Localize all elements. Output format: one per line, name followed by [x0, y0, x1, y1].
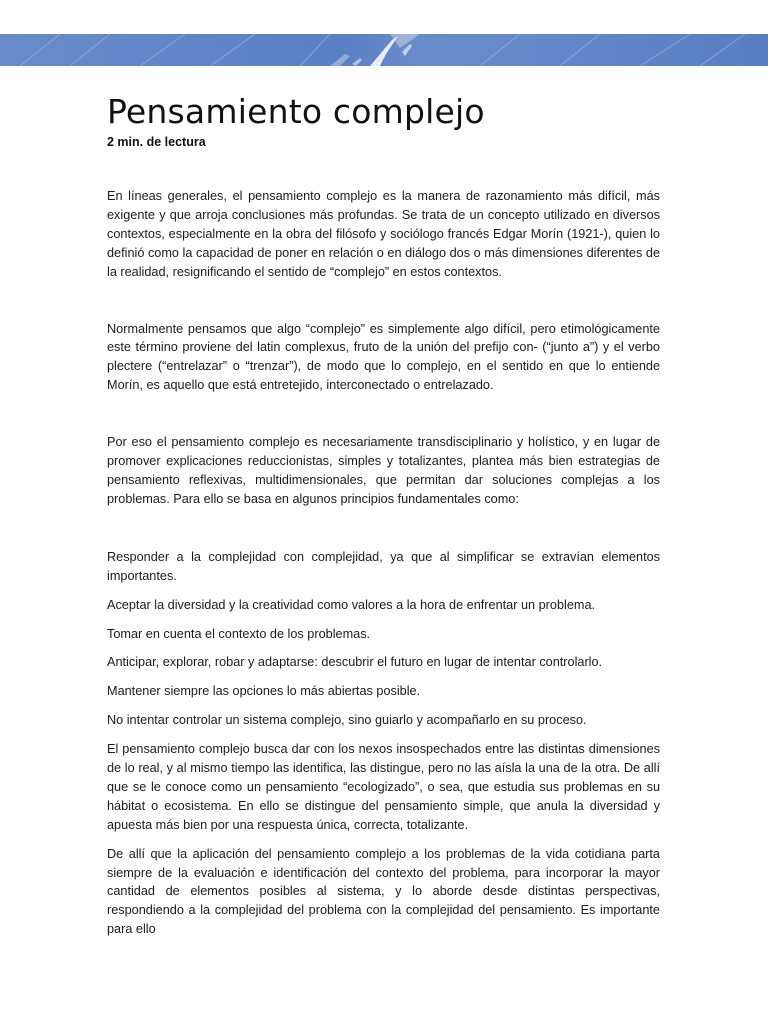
reading-time: 2 min. de lectura [107, 135, 206, 149]
paragraph-application: De allí que la aplicación del pensamiento complejo a los problemas de la vida cotidiana parta siempre de la evaluación e identificación del contexto del problema, para incorporar la mayor cantidad de elementos posibles al sistema, y lo aborde desde distintas perspectivas, respondiendo a la complejidad del problema con la complejidad del pensamiento. Es importante para ello [107, 846, 660, 937]
paragraph-principles-intro: Por eso el pensamiento complejo es necesariamente transdisciplinario y holístico, y en lugar de promover explicaciones reduccionistas, simples y totalizantes, plantea más bien estrategias de pensamiento reflexivas, multidimensionales, que permitan dar soluciones complejas a los problemas. Para ello se basa en algunos principios fundamentales como: [107, 435, 660, 506]
header-banner [0, 34, 768, 66]
paragraph-etymology: Normalmente pensamos que algo “complejo” es simplemente algo difícil, pero etimológicamente este término proviene del latin complexus, fruto de la unión del prefijo con- (“junto a”) y el verbo plectere (“entrelazar” o “trenzar”), de modo que lo complejo, en el sentido en que lo entiende Morín, es aquello que está entretejido, interconectado o entrelazado. [107, 321, 660, 393]
paragraph-ecologized: El pensamiento complejo busca dar con los nexos insospechados entre las distintas dimensiones de lo real, y al mismo tiempo las identifica, las distingue, pero no las aísla la una de la otra. De allí que se le conoce como un pensamiento “ecologizado”, o sea, que estudia sus problemas en su hábitat o ecosistema. En ello se distingue del pensamiento simple, que anula la diversidad y apuesta más bien por una respuesta única, correcta, totalizante. [107, 742, 660, 832]
principle-item: Responder a la complejidad con complejidad, ya que al simplificar se extravían elementos importantes. [107, 549, 660, 583]
principle-item: Aceptar la diversidad y la creatividad como valores a la hora de enfrentar un problema. [107, 597, 596, 612]
principle-item: No intentar controlar un sistema complejo, sino guiarlo y acompañarlo en su proceso. [107, 713, 587, 728]
principle-item: Anticipar, explorar, robar y adaptarse: descubrir el futuro en lugar de intentar controlarlo. [107, 655, 603, 670]
principle-item: Tomar en cuenta el contexto de los problemas. [107, 626, 371, 641]
principle-item: Mantener siempre las opciones lo más abiertas posible. [107, 684, 421, 699]
paragraph-intro: En líneas generales, el pensamiento complejo es la manera de razonamiento más difícil, más exigente y que arroja conclusiones más profundas. Se trata de un concepto utilizado en diversos contextos, especialmente en la obra del filósofo y sociólogo francés Edgar Morín (1921-), quien lo definió como la capacidad de poner en relación o en diálogo dos o más dimensiones diferentes de la realidad, resignificando el sentido de “complejo” en estos contextos. [107, 189, 660, 279]
article [107, 92, 660, 939]
banner-graphic [0, 34, 768, 66]
page-title: Pensamiento complejo [107, 92, 485, 131]
